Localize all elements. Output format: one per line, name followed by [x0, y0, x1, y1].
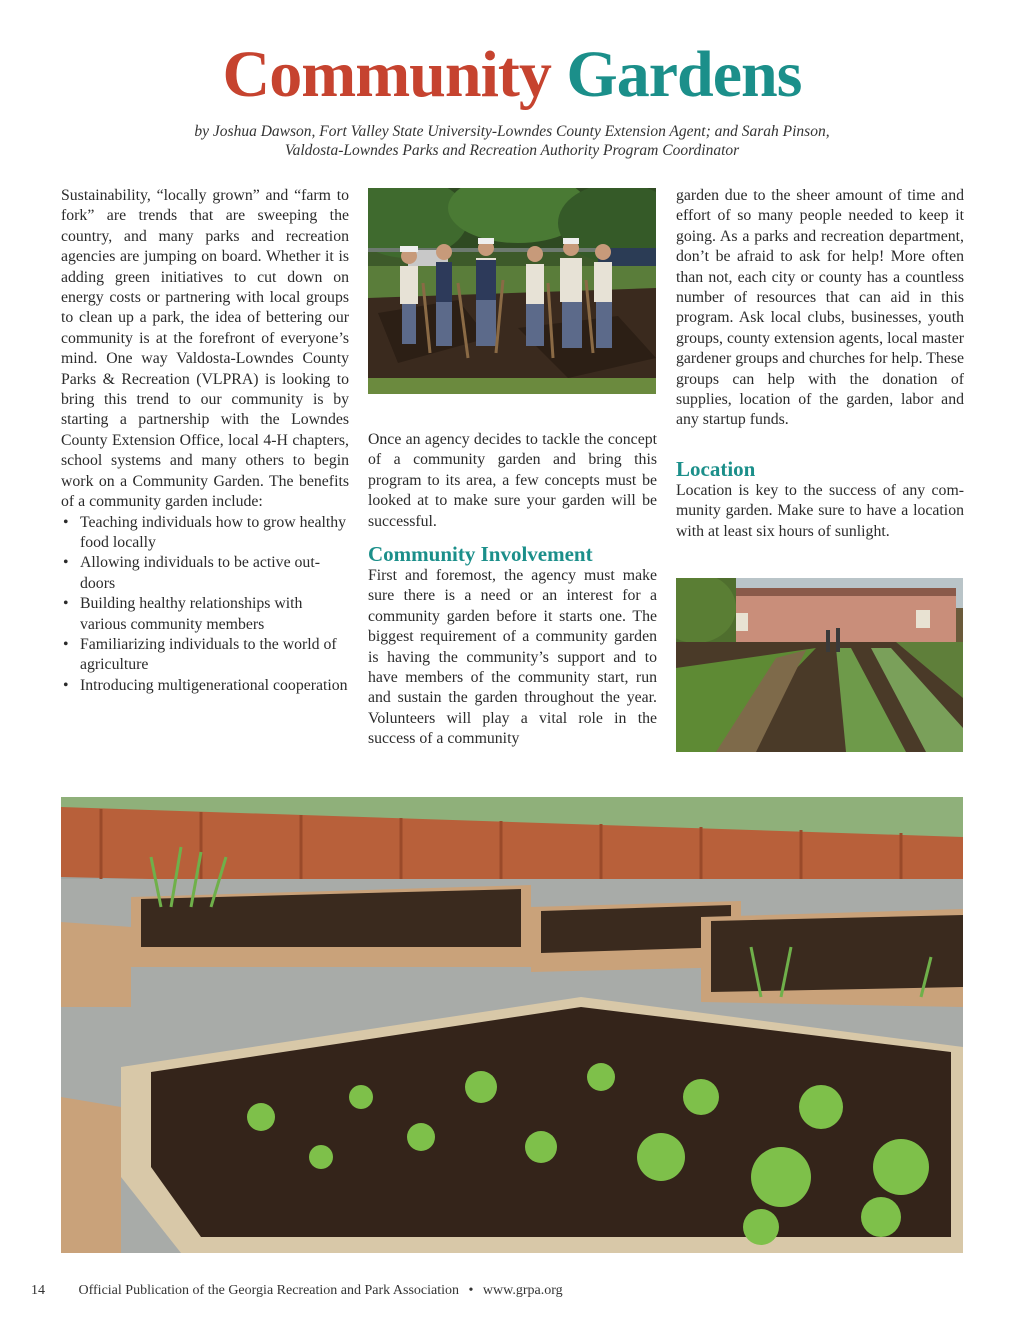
list-item: • Teaching individuals how to grow healthy food locally — [61, 513, 349, 554]
page-footer — [31, 1283, 563, 1299]
community-involvement-paragraph: First and foremost, the agency must make sure there is a need or an interest for a community garden before it starts one. The biggest requirement of a community garden is having the community’s support and to have members of the community start, run and sustain the garden throughout the year. Volunteers will play a vital role in the success of a community — [368, 567, 657, 748]
list-item: • Allowing individuals to be active outdoors — [61, 553, 349, 594]
col2-intro-paragraph: Once an agency decides to tackle the concept of a community garden and bring this program to its area, a few concepts must be looked at to make sure your garden will be successful. — [368, 431, 657, 530]
byline — [120, 122, 904, 160]
raised-beds-photo — [61, 797, 963, 1253]
col3-paragraph: garden due to the sheer amount of time and effort of so many people needed to keep it going. As a parks and recreation department, don’t be afraid to ask for help! More often than not, each city or county has a countless number of resources that can aid in this program. Ask local clubs, businesses, youth groups, county extension agents, local master gardener groups and churches for help. These groups can help with the donation of supplies, location of the garden, labor and any startup funds. — [676, 187, 964, 429]
list-item: • Building healthy relationships with various community members — [61, 594, 349, 635]
list-item: • Introducing multigenerational cooperation — [61, 676, 349, 696]
column-1 — [61, 186, 349, 696]
byline-line-1: by Joshua Dawson, Fort Valley State University-Lowndes County Extension Agent; and Sarah Pinson, — [194, 123, 830, 140]
byline-line-2: Valdosta-Lowndes Parks and Recreation Authority Program Coordinator — [284, 142, 740, 159]
community-involvement-heading: Community Involvement — [368, 542, 593, 567]
title-word-community: Community — [222, 38, 551, 111]
intro-paragraph: Sustainability, “locally grown” and “farm to fork” are trends that are sweeping the country, and many parks and recreation agencies are jumping on board. Whether it is adding green initiatives to cut down on energy costs or partnering with local groups to clean up a park, the idea of bettering our community is at the forefront of everyone’s mind. One way Valdosta-Lowndes County Parks & Recreation (VLPRA) is looking to bring this trend to our community is by starting a partnership with the Lowndes County Extension Office, local 4-H chapters, school systems and many others to begin work on a Community Garden. The benefits of a community garden include: — [61, 187, 349, 511]
location-paragraph: Location is key to the success of any community garden. Make sure to have a location with at least six hours of sunlight. — [676, 481, 964, 540]
footer-separator: • — [468, 1283, 474, 1298]
title-word-gardens: Gardens — [566, 38, 802, 111]
location-heading: Location — [676, 456, 756, 481]
page-number: 14 — [31, 1283, 45, 1298]
column-3 — [676, 186, 964, 542]
list-item: • Familiarizing individuals to the world of agriculture — [61, 635, 349, 676]
garden-rows-photo — [676, 578, 963, 752]
benefits-list — [61, 513, 349, 697]
volunteers-photo — [368, 188, 656, 394]
article-title — [0, 38, 1024, 111]
column-2 — [368, 430, 657, 750]
publication-name: Official Publication of the Georgia Recreation and Park Association — [78, 1283, 459, 1298]
website-link[interactable]: www.grpa.org — [482, 1283, 563, 1298]
